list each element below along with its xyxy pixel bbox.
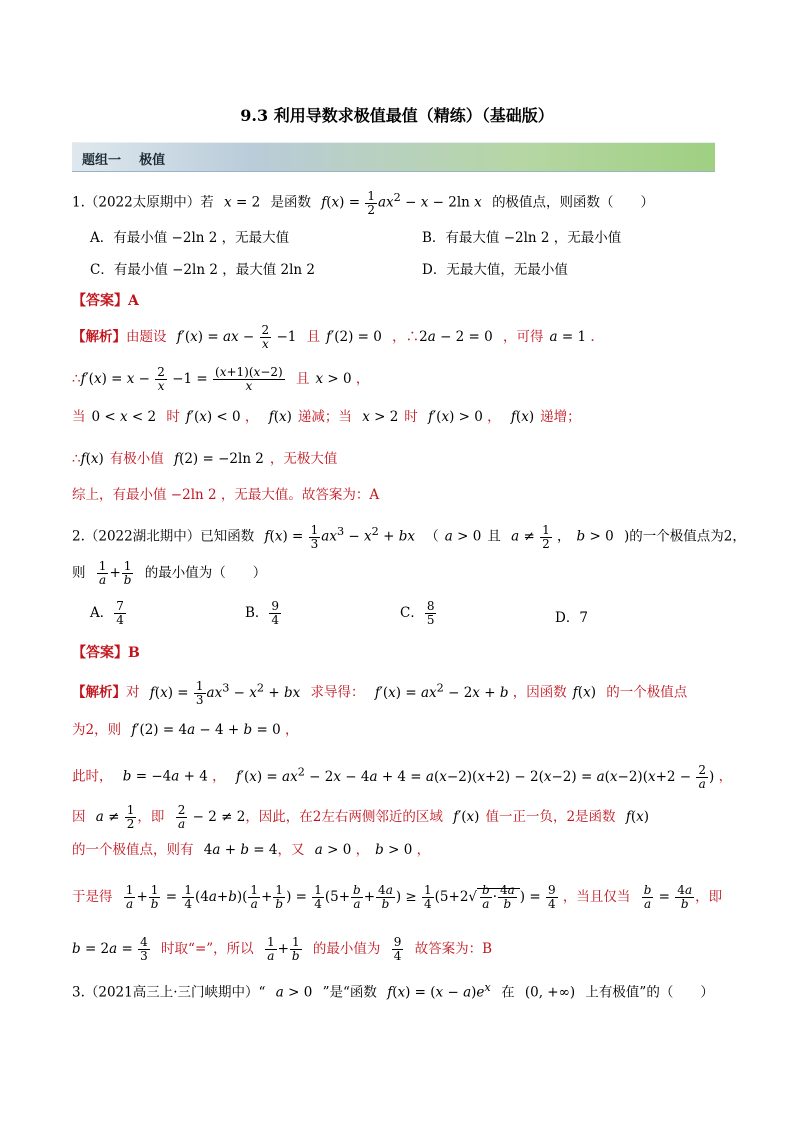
q2-stem-line-2: 则 $\frac{1}{a}$ + $\frac{1}{b}$ 的最小值为（ ） — [72, 559, 267, 587]
q1-solution-line-3: 当 0 < x < 2 时 f′(x) < 0 ， f(x) 递减；当 x > 2 时 f′(x) > 0 ， f(x) 递增； — [72, 409, 581, 425]
q1-solution-line-1: 【解析】由题设 f′(x) = ax − $\frac{2}{x}$ −1 且 f′(2) = 0 ，∴2a − 2 = 0 ，可得 a = 1 . — [72, 323, 595, 351]
q2-option-b: B． $\frac{9}{4}$ — [245, 599, 280, 627]
section-header — [72, 142, 715, 172]
q2-answer: 【答案】B — [72, 645, 140, 661]
q1-answer: 【答案】A — [72, 293, 139, 309]
q2-option-c: C． $\frac{8}{5}$ — [400, 599, 435, 627]
q2-stem-line-1: 2.（2022湖北期中）已知函数 f(x) = $\frac{1}{3}$ $ax^3 - x^2$ + bx （ a > 0 且 a ≠ $\frac{1}{2}$ ， b > 0 )的一个极值点为2， — [72, 522, 746, 551]
q1-solution-line-4: ∴f(x) 有极小值 f(2) = −2ln 2 ，无极大值 — [72, 451, 338, 467]
q1-option-a: A．有最小值 −2ln 2 ，无最大值 — [90, 230, 290, 246]
q2-solution-line-1: 【解析】对 f(x) = $\frac{1}{3}$ $ax^3 - x^2$ + bx 求导得： $f'(x) = ax^2 - 2x + b$ ，因函数 f(x) 的一个极值点 — [72, 678, 688, 707]
q1-option-d: D．无最大值，无最小值 — [422, 262, 568, 278]
q2-solution-line-7: b = 2a = $\frac{4}{3}$ 时取“=”，所以 $\frac{1}{a}$ + $\frac{1}{b}$ 的最小值为 $\frac{9}{4}$ 故答案为：B — [72, 935, 493, 963]
q2-solution-line-3: 此时， b = −4a + 4 ， $f'(x) = ax^2 - 2x - 4a + 4 = a(x-2)(x+2) - 2(x-2) = a(x-2)(x+2$ − $\frac{2}{a}$ ) ， — [72, 762, 733, 791]
q1-solution-line-2: ∴f′(x) = x − $\frac{2}{x}$ −1 = $\frac{(x+1)(x-2)}{x}$ 且 x > 0 ， — [72, 365, 370, 393]
section-title: 题组一 极值 — [82, 153, 166, 168]
q1-option-c: C．有最小值 −2ln 2 ，最大值 2ln 2 — [90, 262, 315, 278]
q3-stem: 3.（2021高三上·三门峡期中）“ a > 0 ”是“函数 $f(x) = (x - a)e^x$ 在 (0, +∞) 上有极值”的（ ） — [72, 981, 714, 1001]
q1-stem: 1.（2022太原期中）若 x = 2 是函数 f(x) = $\frac{1}{2}$ $ax^2 - x - 2\ln$ x 的极值点，则函数（ ） — [72, 188, 655, 217]
q2-solution-line-6: 于是得 $\frac{1}{a}$ + $\frac{1}{b}$ = $\frac{1}{4}$ (4a+b)( $\frac{1}{a}$ + $\frac{1}{b}$ ) = $\frac{1}{4}$ (5+ $\frac{b}{a}$ + $\frac{4a}{b}$ ) ≥ $\frac{1}{4}$ (5+2√ $\frac{b}{a}$ · $\frac{4a}{b}$ ) = $\frac{9}{4}$ ，当且仅当 $\frac{b}{a}$ = $\frac{4a}{b}$ ，即 — [72, 883, 723, 911]
q2-option-a: A． $\frac{7}{4}$ — [90, 599, 124, 627]
q2-solution-line-5: 的一个极值点，则有 4a + b = 4，又 a > 0 ， b > 0 ， — [72, 842, 431, 858]
page-title: 9.3 利用导数求极值最值（精练）（基础版） — [240, 106, 554, 125]
q1-solution-line-5: 综上，有最小值 −2ln 2 ，无最大值。故答案为：A — [72, 487, 380, 503]
q2-option-d: D．7 — [555, 610, 588, 626]
q2-solution-line-4: 因 a ≠ $\frac{1}{2}$ ，即 $\frac{2}{a}$ − 2 ≠ 2，因此，在2左右两侧邻近的区域 f′(x) 值一正一负，2是函数 f(x) — [72, 803, 650, 831]
q2-solution-line-2: 为2，则 f′(2) = 4a − 4 + b = 0 ， — [72, 722, 299, 738]
q1-option-b: B．有最大值 −2ln 2 ，无最小值 — [422, 230, 622, 246]
